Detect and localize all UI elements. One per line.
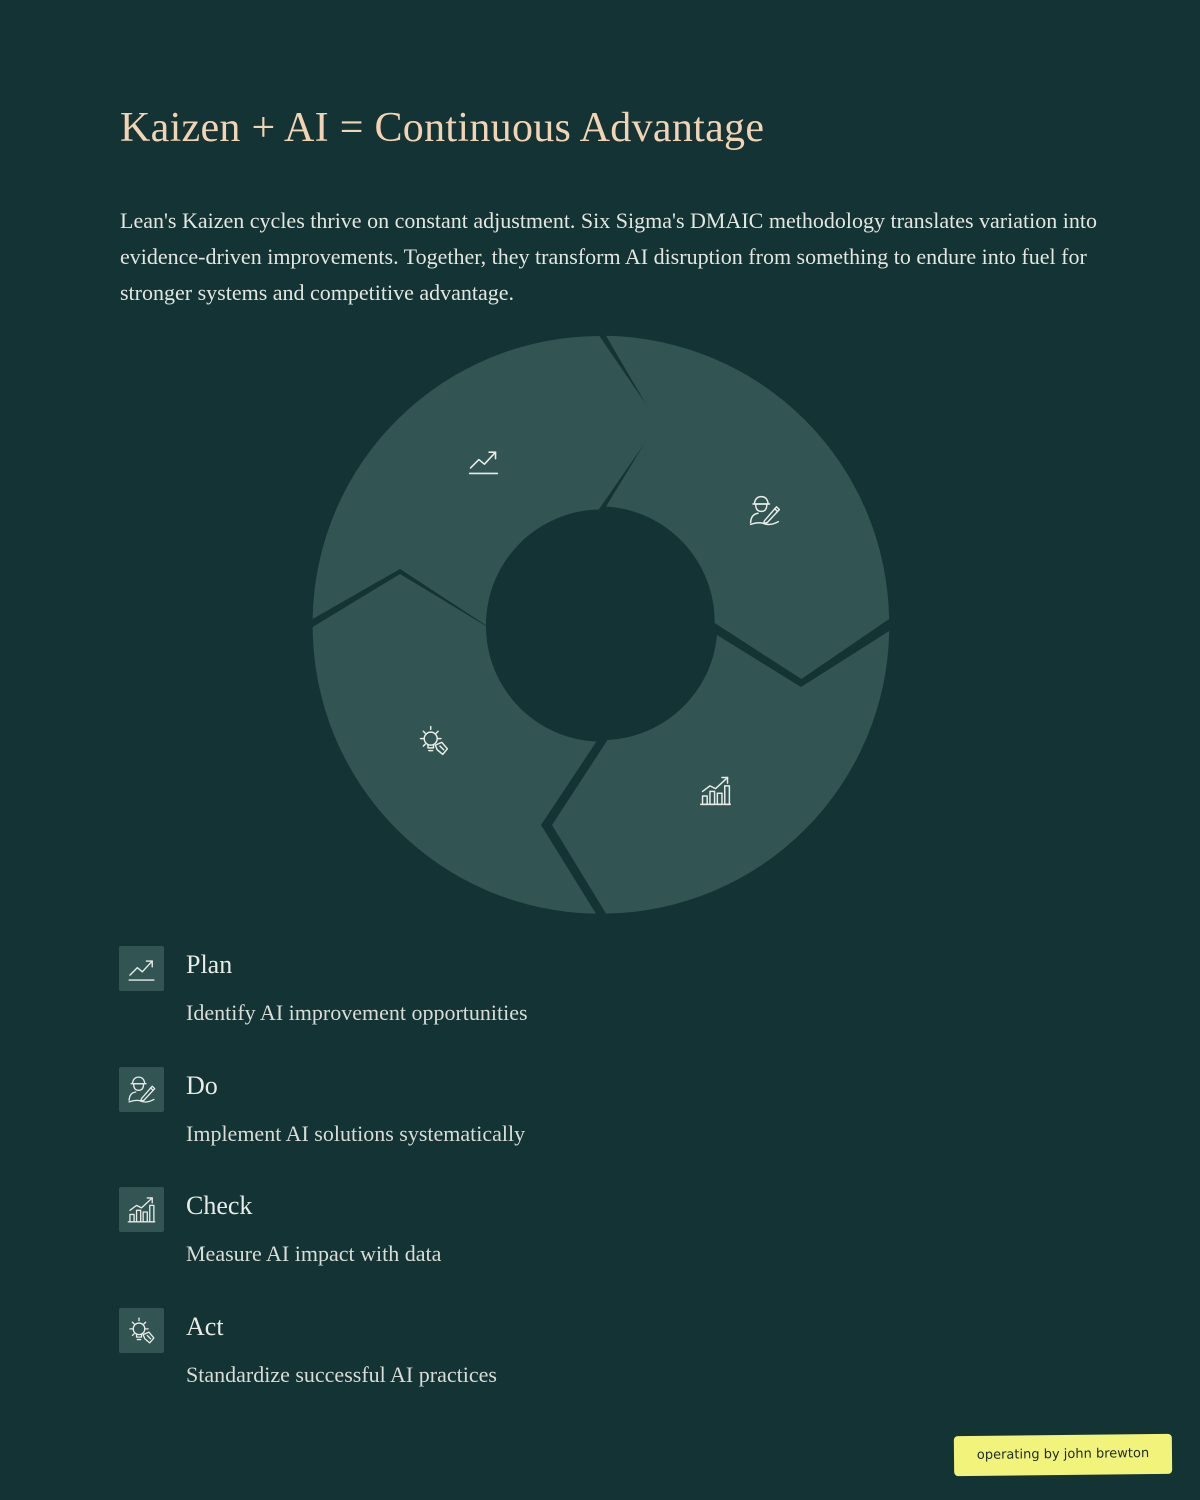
- list-item-check: [119, 1187, 919, 1308]
- cycle-segment-do: [606, 336, 889, 679]
- list-item-act: [119, 1308, 919, 1429]
- author-badge: operating by john brewton: [954, 1434, 1172, 1476]
- step-title: Check: [186, 1191, 253, 1220]
- worker-writing-icon: [125, 1073, 158, 1106]
- step-title: Do: [186, 1070, 218, 1100]
- step-description: Implement AI solutions systematically: [186, 1120, 526, 1146]
- page-title: Kaizen + AI = Continuous Advantage: [120, 105, 765, 151]
- list-item-do: [119, 1067, 919, 1188]
- intro-paragraph: Lean's Kaizen cycles thrive on constant adjustment. Six Sigma's DMAIC methodology translates variation into evidence-driven improvements. Together, they transform AI disruption from something to endure into fuel for stronger systems and competitive advantage.: [120, 208, 1097, 305]
- trend-up-icon: [125, 952, 158, 985]
- list-item-plan: [119, 946, 919, 1067]
- step-list: [119, 946, 919, 1428]
- cycle-segment-act: [313, 574, 597, 914]
- step-icon-tile: [119, 1308, 164, 1353]
- step-icon-tile: [119, 1067, 164, 1112]
- step-title: Act: [186, 1311, 224, 1341]
- lightbulb-idea-icon: [125, 1314, 158, 1347]
- step-description: Measure AI impact with data: [186, 1241, 442, 1266]
- cycle-segment-plan: [313, 336, 659, 625]
- step-description: Identify AI improvement opportunities: [186, 1000, 528, 1025]
- pdca-cycle-diagram: [300, 325, 900, 925]
- step-icon-tile: [119, 1187, 164, 1232]
- step-description: Standardize successful AI practices: [186, 1361, 497, 1387]
- cycle-segment-check: [552, 631, 889, 914]
- bar-chart-growth-icon: [125, 1193, 158, 1226]
- step-icon-tile: [119, 946, 164, 991]
- step-title: Plan: [186, 950, 233, 979]
